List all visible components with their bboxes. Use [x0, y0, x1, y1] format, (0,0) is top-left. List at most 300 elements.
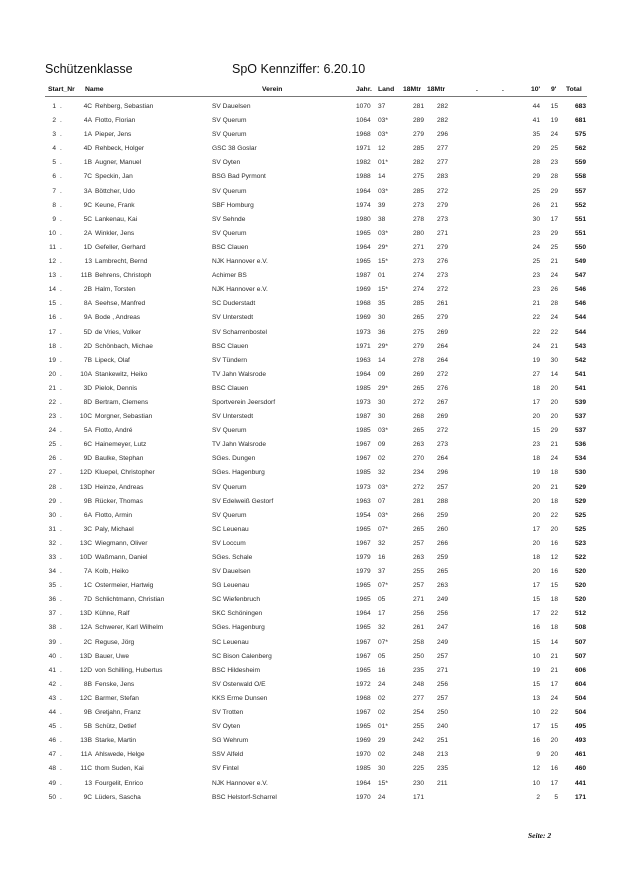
shooter-name-cell: Halm, Torsten: [95, 286, 136, 294]
score-18m-1-cell: 285: [413, 145, 425, 153]
rank-dot: .: [60, 272, 62, 280]
header-dot-1: .: [476, 86, 478, 93]
rank-dot: .: [60, 173, 62, 181]
start-number-cell: 2C: [83, 638, 92, 646]
score-18m-2-cell: 276: [437, 384, 449, 392]
score-18m-2-cell: 213: [437, 751, 449, 759]
birth-year-cell: 1968: [356, 694, 371, 702]
region-cell: 01*: [378, 159, 388, 167]
score-18m-2-cell: 296: [437, 469, 449, 477]
tens-count-cell: 20: [532, 497, 540, 505]
tens-count-cell: 18: [532, 384, 540, 392]
score-18m-1-cell: 279: [413, 342, 425, 350]
shooter-name-cell: von Schilling, Hubertus: [95, 666, 163, 674]
birth-year-cell: 1985: [356, 384, 371, 392]
region-cell: 15*: [378, 258, 388, 266]
nines-count-cell: 17: [550, 215, 558, 223]
club-cell: BSG Bad Pyrmont: [212, 173, 266, 181]
club-cell: SGes. Schale: [212, 554, 253, 561]
total-score-cell: 493: [574, 737, 586, 745]
rank-cell: 23: [48, 413, 56, 421]
table-row: [0, 171, 620, 185]
birth-year-cell: 1964: [356, 187, 371, 195]
nines-count-cell: 25: [550, 243, 558, 251]
total-score-cell: 537: [574, 413, 586, 421]
rank-dot: .: [60, 314, 62, 322]
nines-count-cell: 28: [550, 300, 558, 308]
score-18m-1-cell: 275: [413, 173, 425, 181]
nines-count-cell: 20: [550, 384, 558, 392]
region-cell: 37: [378, 568, 386, 576]
score-18m-1-cell: 265: [413, 384, 425, 392]
nines-count-cell: 17: [550, 779, 558, 787]
club-cell: SV Oyten: [212, 159, 241, 167]
nines-count-cell: 24: [550, 694, 558, 702]
nines-count-cell: 25: [550, 145, 558, 153]
total-score-cell: 683: [574, 103, 586, 110]
score-18m-1-cell: 285: [413, 187, 425, 195]
score-18m-2-cell: 260: [437, 525, 449, 533]
shooter-name-cell: Fenske, Jens: [95, 680, 135, 688]
total-score-cell: 575: [574, 131, 586, 139]
tens-count-cell: 18: [532, 554, 540, 561]
header-total: Total: [566, 86, 582, 93]
start-number-cell: 7D: [83, 596, 92, 604]
club-cell: SV Osterwald O/E: [212, 680, 266, 688]
score-18m-2-cell: 211: [437, 779, 448, 787]
rank-cell: 47: [48, 751, 56, 759]
region-cell: 05: [378, 652, 386, 660]
tens-count-cell: 17: [532, 610, 540, 618]
score-18m-2-cell: 273: [437, 215, 449, 223]
shooter-name-cell: Speckin, Jan: [95, 173, 133, 181]
nines-count-cell: 24: [550, 314, 558, 322]
nines-count-cell: 24: [550, 455, 558, 463]
score-18m-1-cell: 265: [413, 314, 425, 322]
score-18m-1-cell: 280: [413, 229, 425, 237]
header-divider: [45, 96, 587, 97]
rank-cell: 11: [49, 243, 56, 251]
score-18m-2-cell: 296: [437, 131, 449, 139]
region-cell: 07*: [378, 582, 388, 590]
tens-count-cell: 18: [532, 455, 540, 463]
start-number-cell: 2B: [83, 286, 92, 294]
start-number-cell: 8A: [83, 300, 92, 308]
score-18m-2-cell: 279: [437, 314, 449, 322]
birth-year-cell: 1988: [356, 173, 371, 181]
total-score-cell: 520: [574, 568, 586, 576]
rank-cell: 46: [48, 737, 56, 745]
total-score-cell: 520: [574, 596, 586, 604]
birth-year-cell: 1985: [356, 469, 371, 477]
rank-dot: .: [60, 159, 62, 167]
tens-count-cell: 19: [532, 356, 540, 364]
birth-year-cell: 1967: [356, 455, 371, 463]
start-number-cell: 13D: [79, 610, 92, 618]
rank-dot: .: [60, 554, 62, 561]
total-score-cell: 606: [574, 666, 586, 674]
tens-count-cell: 10: [532, 779, 540, 787]
shooter-name-cell: Gefeller, Gerhard: [95, 243, 146, 251]
region-cell: 07*: [378, 638, 388, 646]
region-cell: 03*: [378, 229, 388, 237]
table-row: [0, 735, 620, 749]
birth-year-cell: 1965: [356, 258, 371, 266]
nines-count-cell: 17: [550, 680, 558, 688]
table-row: [0, 327, 620, 341]
club-cell: SV Querum: [212, 483, 247, 491]
total-score-cell: 543: [574, 342, 586, 350]
region-cell: 09: [378, 370, 386, 378]
region-cell: 03*: [378, 187, 388, 195]
rank-cell: 2: [52, 117, 56, 125]
score-18m-1-cell: 271: [413, 243, 425, 251]
table-row: [0, 425, 620, 439]
rank-dot: .: [60, 568, 62, 576]
score-18m-2-cell: 257: [437, 652, 449, 660]
shooter-name-cell: Barmer, Stefan: [95, 694, 139, 702]
header-land: Land: [378, 86, 395, 93]
region-cell: 03*: [378, 511, 388, 519]
score-18m-2-cell: 272: [437, 370, 449, 378]
tens-count-cell: 25: [532, 187, 540, 195]
tens-count-cell: 27: [532, 370, 540, 378]
region-cell: 03*: [378, 117, 388, 125]
birth-year-cell: 1965: [356, 596, 371, 604]
score-18m-2-cell: 256: [437, 680, 449, 688]
rank-cell: 14: [48, 286, 56, 294]
table-row: [0, 157, 620, 171]
rank-cell: 49: [48, 779, 56, 787]
club-cell: SG Wehrum: [212, 737, 249, 745]
total-score-cell: 461: [574, 751, 586, 759]
score-18m-1-cell: 275: [413, 328, 425, 336]
rank-dot: .: [60, 356, 62, 364]
club-cell: SV Loccum: [212, 539, 246, 547]
start-number-cell: 7B: [83, 356, 92, 364]
region-cell: 17: [378, 610, 386, 618]
tens-count-cell: 28: [532, 159, 540, 167]
tens-count-cell: 15: [532, 638, 540, 646]
rank-dot: .: [60, 723, 62, 731]
nines-count-cell: 18: [550, 497, 558, 505]
rank-dot: .: [60, 413, 62, 421]
rank-dot: .: [60, 596, 62, 604]
nines-count-cell: 30: [550, 356, 558, 364]
region-cell: 29*: [378, 342, 388, 350]
table-row: [0, 510, 620, 524]
start-number-cell: 5A: [83, 427, 92, 435]
table-row: [0, 101, 620, 115]
score-18m-2-cell: 276: [437, 258, 449, 266]
start-number-cell: 12D: [79, 666, 92, 674]
rank-cell: 6: [52, 173, 56, 181]
region-cell: 30: [378, 398, 386, 406]
nines-count-cell: 20: [550, 751, 558, 759]
start-number-cell: 9B: [83, 709, 92, 717]
birth-year-cell: 1964: [356, 370, 371, 378]
region-cell: 02: [378, 709, 386, 717]
region-cell: 12: [378, 145, 386, 153]
table-row: [0, 129, 620, 143]
score-18m-2-cell: 273: [437, 441, 449, 449]
start-number-cell: 5D: [83, 328, 92, 336]
nines-count-cell: 15: [550, 582, 558, 590]
birth-year-cell: 1987: [356, 413, 371, 421]
birth-year-cell: 1973: [356, 398, 371, 406]
rank-cell: 34: [48, 568, 56, 576]
nines-count-cell: 20: [550, 525, 558, 533]
start-number-cell: 9C: [83, 793, 92, 801]
nines-count-cell: 21: [550, 666, 558, 674]
score-18m-1-cell: 261: [413, 624, 425, 632]
page-number: Seite: 2: [528, 831, 552, 840]
shooter-name-cell: Lüders, Sascha: [95, 793, 141, 801]
rank-dot: .: [60, 652, 62, 660]
header-name: Name: [85, 86, 104, 93]
score-18m-2-cell: 264: [437, 455, 449, 463]
shooter-name-cell: Ahlswede, Helge: [95, 751, 145, 759]
rank-cell: 33: [48, 554, 56, 561]
rank-cell: 29: [48, 497, 56, 505]
nines-count-cell: 21: [550, 201, 558, 209]
club-cell: SV Fintel: [212, 765, 239, 773]
start-number-cell: 12A: [80, 624, 92, 632]
birth-year-cell: 1979: [356, 568, 371, 576]
shooter-name-cell: Waßmann, Daniel: [95, 554, 148, 561]
tens-count-cell: 22: [532, 314, 540, 322]
nines-count-cell: 23: [550, 159, 558, 167]
total-score-cell: 551: [574, 229, 586, 237]
club-cell: SC Leuenau: [212, 525, 249, 533]
total-score-cell: 530: [574, 469, 586, 477]
club-cell: BSC Clauen: [212, 243, 249, 251]
shooter-name-cell: Flotto, André: [95, 427, 133, 435]
club-cell: SV Edelweiß Gestorf: [212, 497, 274, 505]
score-18m-1-cell: 270: [413, 455, 425, 463]
start-number-cell: 4A: [83, 117, 92, 125]
rank-dot: .: [60, 384, 62, 392]
start-number-cell: 8D: [83, 398, 92, 406]
start-number-cell: 1A: [83, 131, 92, 139]
tens-count-cell: 30: [532, 215, 540, 223]
rank-dot: .: [60, 511, 62, 519]
shooter-name-cell: Flotto, Florian: [95, 117, 136, 125]
shooter-name-cell: Kühne, Ralf: [95, 610, 130, 618]
region-cell: 03*: [378, 427, 388, 435]
club-cell: SC Leuenau: [212, 638, 249, 646]
score-18m-1-cell: 225: [413, 765, 425, 773]
nines-count-cell: 20: [550, 737, 558, 745]
rank-cell: 12: [48, 258, 56, 266]
nines-count-cell: 16: [550, 765, 558, 773]
table-row: [0, 312, 620, 326]
table-row: [0, 256, 620, 270]
score-18m-2-cell: 269: [437, 413, 449, 421]
club-cell: SV Querum: [212, 117, 247, 125]
shooter-name-cell: Lipeck, Olaf: [95, 356, 130, 364]
tens-count-cell: 10: [532, 709, 540, 717]
score-18m-1-cell: 273: [413, 258, 425, 266]
start-number-cell: 1C: [83, 582, 92, 590]
table-row: [0, 284, 620, 298]
club-cell: SSV Alfeld: [212, 751, 244, 759]
score-18m-2-cell: 264: [437, 356, 449, 364]
region-cell: 07*: [378, 525, 388, 533]
club-cell: BSC Clauen: [212, 342, 249, 350]
score-18m-2-cell: 271: [437, 666, 449, 674]
table-row: [0, 397, 620, 411]
nines-count-cell: 22: [550, 610, 558, 618]
score-18m-1-cell: 271: [413, 596, 425, 604]
region-cell: 39: [378, 201, 386, 209]
start-number-cell: 5B: [83, 723, 92, 731]
table-row: [0, 186, 620, 200]
shooter-name-cell: Pieper, Jens: [95, 131, 132, 139]
tens-count-cell: 20: [532, 539, 540, 547]
score-18m-2-cell: 256: [437, 610, 449, 618]
rank-cell: 21: [48, 384, 56, 392]
nines-count-cell: 18: [550, 624, 558, 632]
nines-count-cell: 12: [550, 554, 558, 561]
score-18m-2-cell: 257: [437, 483, 449, 491]
score-18m-2-cell: 263: [437, 582, 449, 590]
tens-count-cell: 15: [532, 596, 540, 604]
rank-cell: 16: [48, 314, 56, 322]
rank-dot: .: [60, 398, 62, 406]
tens-count-cell: 26: [532, 201, 540, 209]
score-18m-1-cell: 263: [413, 441, 425, 449]
score-18m-1-cell: 265: [413, 525, 425, 533]
table-row: [0, 453, 620, 467]
rank-dot: .: [60, 779, 62, 787]
region-cell: 32: [378, 469, 386, 477]
score-18m-2-cell: 249: [437, 638, 449, 646]
table-row: [0, 270, 620, 284]
score-18m-2-cell: 282: [437, 103, 449, 110]
birth-year-cell: 1969: [356, 286, 371, 294]
nines-count-cell: 16: [550, 539, 558, 547]
region-cell: 09: [378, 441, 386, 449]
rank-cell: 42: [48, 680, 56, 688]
club-cell: SC Duderstadt: [212, 300, 256, 308]
total-score-cell: 504: [574, 709, 586, 717]
shooter-name-cell: Flotto, Armin: [95, 511, 133, 519]
nines-count-cell: 22: [550, 709, 558, 717]
rank-dot: .: [60, 201, 62, 209]
table-row: [0, 298, 620, 312]
table-row: [0, 637, 620, 651]
rank-cell: 38: [48, 624, 56, 632]
birth-year-cell: 1970: [356, 793, 371, 801]
shooter-name-cell: Böttcher, Udo: [95, 187, 135, 195]
rank-cell: 10: [48, 229, 56, 237]
header-18mtr-1: 18Mtr: [403, 86, 422, 93]
table-row: [0, 411, 620, 425]
total-score-cell: 562: [574, 145, 586, 153]
shooter-name-cell: Schwerer, Karl Wilhelm: [95, 624, 164, 632]
table-row: [0, 580, 620, 594]
header-jahr: Jahr.: [356, 86, 372, 93]
table-row: [0, 496, 620, 510]
region-cell: 32: [378, 624, 386, 632]
nines-count-cell: 28: [550, 173, 558, 181]
start-number-cell: 9A: [83, 314, 92, 322]
table-row: [0, 369, 620, 383]
nines-count-cell: 5: [554, 793, 558, 801]
region-cell: 30: [378, 413, 386, 421]
tens-count-cell: 16: [532, 737, 540, 745]
start-number-cell: 10C: [79, 413, 92, 421]
score-18m-1-cell: 248: [413, 751, 425, 759]
rank-cell: 44: [48, 709, 56, 717]
rank-cell: 32: [48, 539, 56, 547]
score-18m-1-cell: 256: [413, 610, 425, 618]
nines-count-cell: 21: [550, 441, 558, 449]
score-18m-2-cell: 271: [437, 229, 449, 237]
rank-cell: 41: [48, 666, 56, 674]
nines-count-cell: 21: [550, 483, 558, 491]
club-cell: BSC Helstorf-Scharrel: [212, 793, 277, 801]
region-cell: 03*: [378, 483, 388, 491]
rank-cell: 28: [48, 483, 56, 491]
rank-cell: 27: [48, 469, 56, 477]
rank-dot: .: [60, 342, 62, 350]
score-18m-2-cell: 265: [437, 568, 449, 576]
club-cell: SV Querum: [212, 427, 247, 435]
shooter-name-cell: Reguse, Jörg: [95, 638, 135, 646]
tens-count-cell: 20: [532, 413, 540, 421]
total-score-cell: 558: [574, 173, 586, 181]
score-18m-1-cell: 282: [413, 159, 425, 167]
table-row: [0, 143, 620, 157]
rank-cell: 26: [48, 455, 56, 463]
table-row: [0, 538, 620, 552]
region-cell: 14: [378, 173, 386, 181]
nines-count-cell: 29: [550, 187, 558, 195]
tens-count-cell: 22: [532, 328, 540, 336]
total-score-cell: 550: [574, 243, 586, 251]
birth-year-cell: 1965: [356, 666, 371, 674]
club-cell: SV Querum: [212, 187, 247, 195]
rank-dot: .: [60, 131, 62, 139]
nines-count-cell: 22: [550, 328, 558, 336]
nines-count-cell: 21: [550, 258, 558, 266]
rank-dot: .: [60, 441, 62, 449]
total-score-cell: 539: [574, 398, 586, 406]
rank-dot: .: [60, 427, 62, 435]
rank-cell: 19: [48, 356, 56, 364]
birth-year-cell: 1965: [356, 624, 371, 632]
total-score-cell: 507: [574, 638, 586, 646]
nines-count-cell: 15: [550, 723, 558, 731]
club-cell: TV Jahn Walsrode: [212, 370, 266, 378]
club-cell: SGes. Hagenburg: [212, 469, 265, 477]
club-cell: SV Oyten: [212, 723, 241, 731]
shooter-name-cell: Seehse, Manfred: [95, 300, 146, 308]
score-18m-2-cell: 267: [437, 398, 449, 406]
rank-dot: .: [60, 666, 62, 674]
birth-year-cell: 1973: [356, 328, 371, 336]
score-18m-1-cell: 257: [413, 539, 425, 547]
tens-count-cell: 25: [532, 258, 540, 266]
rank-cell: 43: [48, 694, 56, 702]
total-score-cell: 529: [574, 497, 586, 505]
table-row: [0, 778, 620, 792]
header-verein: Verein: [262, 86, 283, 93]
rank-cell: 45: [48, 723, 56, 731]
total-score-cell: 504: [574, 694, 586, 702]
